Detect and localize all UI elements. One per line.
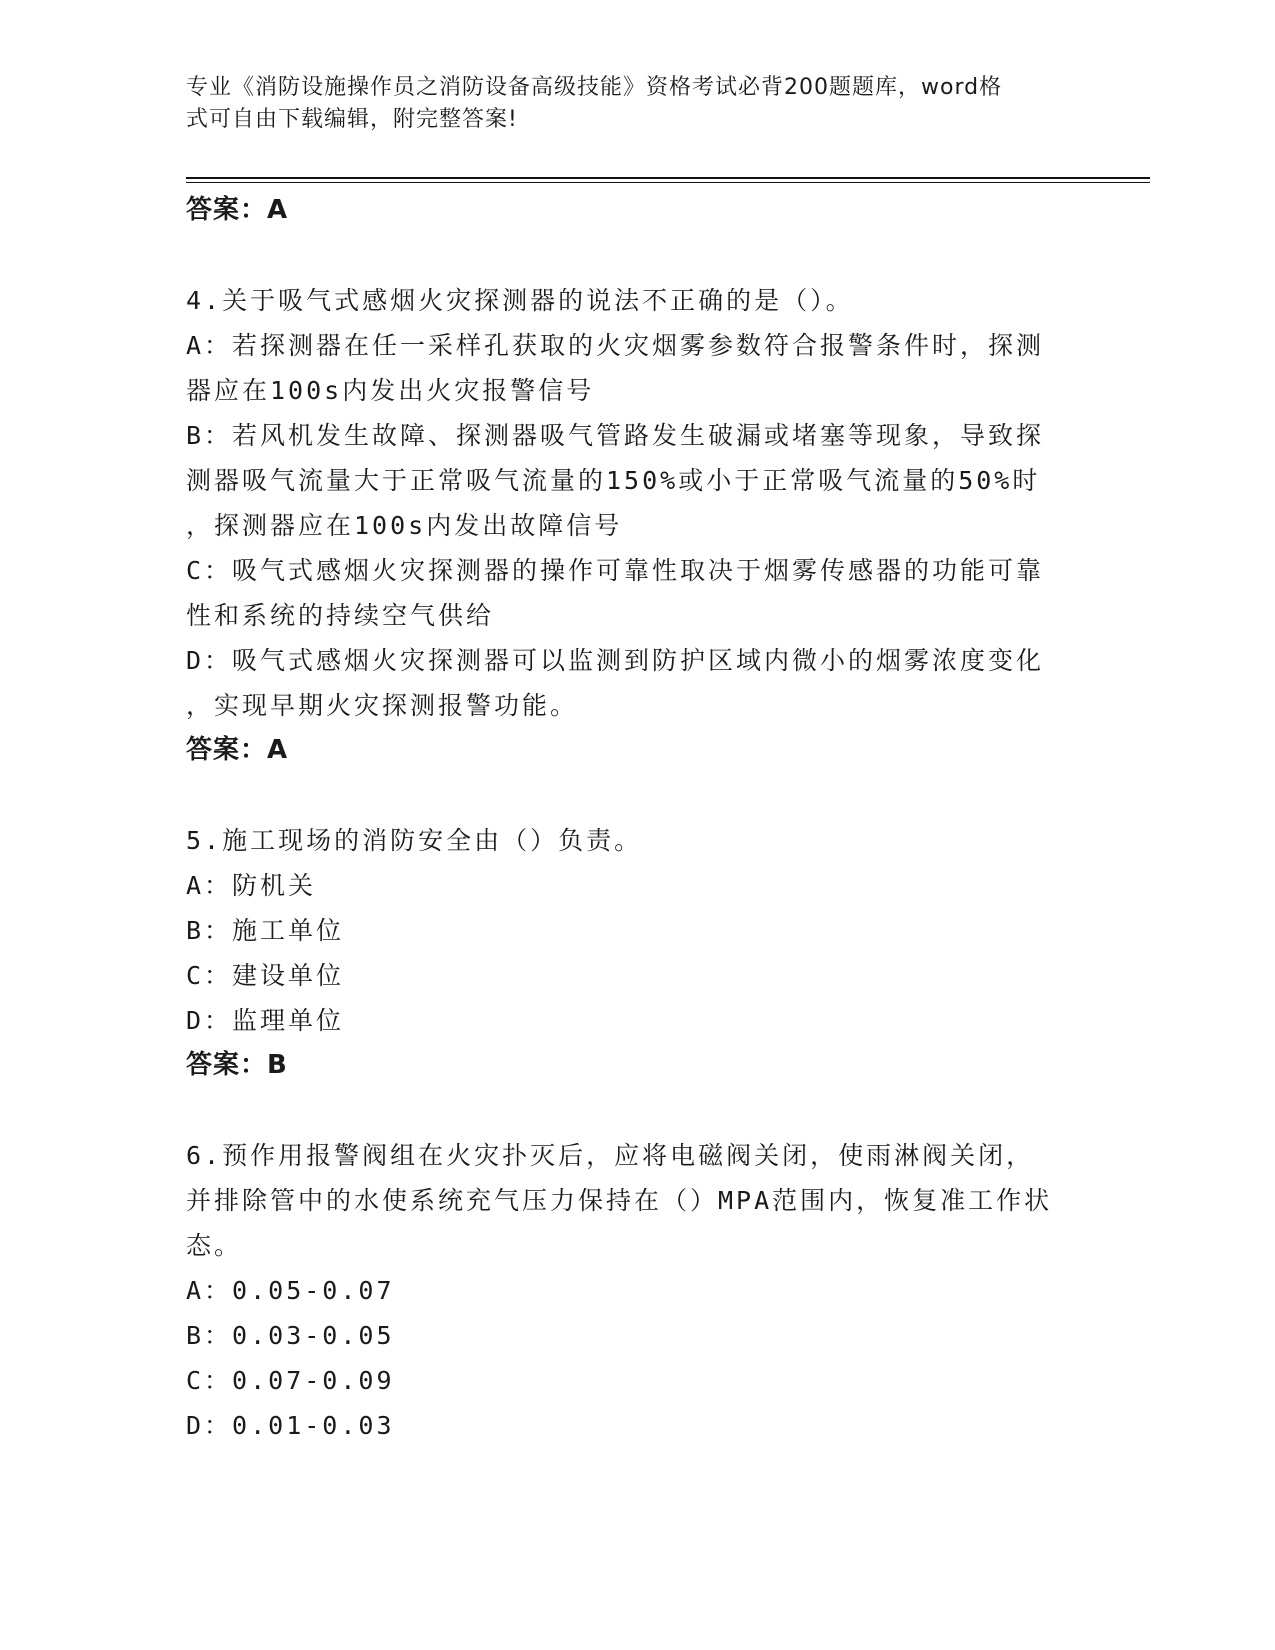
option-line: C：建设单位 xyxy=(186,961,345,990)
option-line: 性和系统的持续空气供给 xyxy=(186,601,495,630)
question-stem: 5.施工现场的消防安全由（）负责。 xyxy=(186,826,643,855)
question-stem: 4.关于吸气式感烟火灾探测器的说法不正确的是（）。 xyxy=(186,286,854,315)
option-line: A：若探测器在任一采样孔获取的火灾烟雾参数符合报警条件时，探测 xyxy=(186,331,1045,360)
option-line: ，实现早期火灾探测报警功能。 xyxy=(186,691,579,720)
option-line: B：施工单位 xyxy=(186,916,345,945)
option-line: C：0.07-0.09 xyxy=(186,1366,395,1395)
option-line: D：监理单位 xyxy=(186,1006,345,1035)
option-line: ，探测器应在100s内发出故障信号 xyxy=(186,511,623,540)
option-line: A：防机关 xyxy=(186,871,317,900)
spacer xyxy=(186,233,1086,278)
question-answer: 答案：A xyxy=(186,735,289,765)
header-line-2: 式可自由下载编辑，附完整答案! xyxy=(186,107,518,132)
header-rule-thick xyxy=(186,177,1150,179)
question-stem: 6.预作用报警阀组在火灾扑灭后，应将电磁阀关闭，使雨淋阀关闭， xyxy=(186,1141,1035,1170)
option-line: 测器吸气流量大于正常吸气流量的150%或小于正常吸气流量的50%时 xyxy=(186,466,1041,495)
option-line: A：0.05-0.07 xyxy=(186,1276,395,1305)
question-block xyxy=(186,278,1086,773)
question-stem: 并排除管中的水使系统充气压力保持在（）MPA范围内，恢复准工作状 xyxy=(186,1186,1053,1215)
option-line: D：吸气式感烟火灾探测器可以监测到防护区域内微小的烟雾浓度变化 xyxy=(186,646,1045,675)
option-line: B：0.03-0.05 xyxy=(186,1321,395,1350)
question-content xyxy=(186,188,1086,1448)
question-block xyxy=(186,818,1086,1088)
page-header xyxy=(186,72,1066,136)
question-stem: 态。 xyxy=(186,1231,243,1260)
previous-answer: 答案：A xyxy=(186,195,289,225)
header-line-1: 专业《消防设施操作员之消防设备高级技能》资格考试必背200题题库，word格 xyxy=(186,75,1003,100)
option-line: C：吸气式感烟火灾探测器的操作可靠性取决于烟雾传感器的功能可靠 xyxy=(186,556,1045,585)
header-rule-thin xyxy=(186,182,1150,183)
question-answer: 答案：B xyxy=(186,1050,288,1080)
option-line: B：若风机发生故障、探测器吸气管路发生破漏或堵塞等现象，导致探 xyxy=(186,421,1045,450)
option-line: 器应在100s内发出火灾报警信号 xyxy=(186,376,595,405)
spacer xyxy=(186,1088,1086,1133)
question-block xyxy=(186,1133,1086,1448)
spacer xyxy=(186,773,1086,818)
option-line: D：0.01-0.03 xyxy=(186,1411,395,1440)
